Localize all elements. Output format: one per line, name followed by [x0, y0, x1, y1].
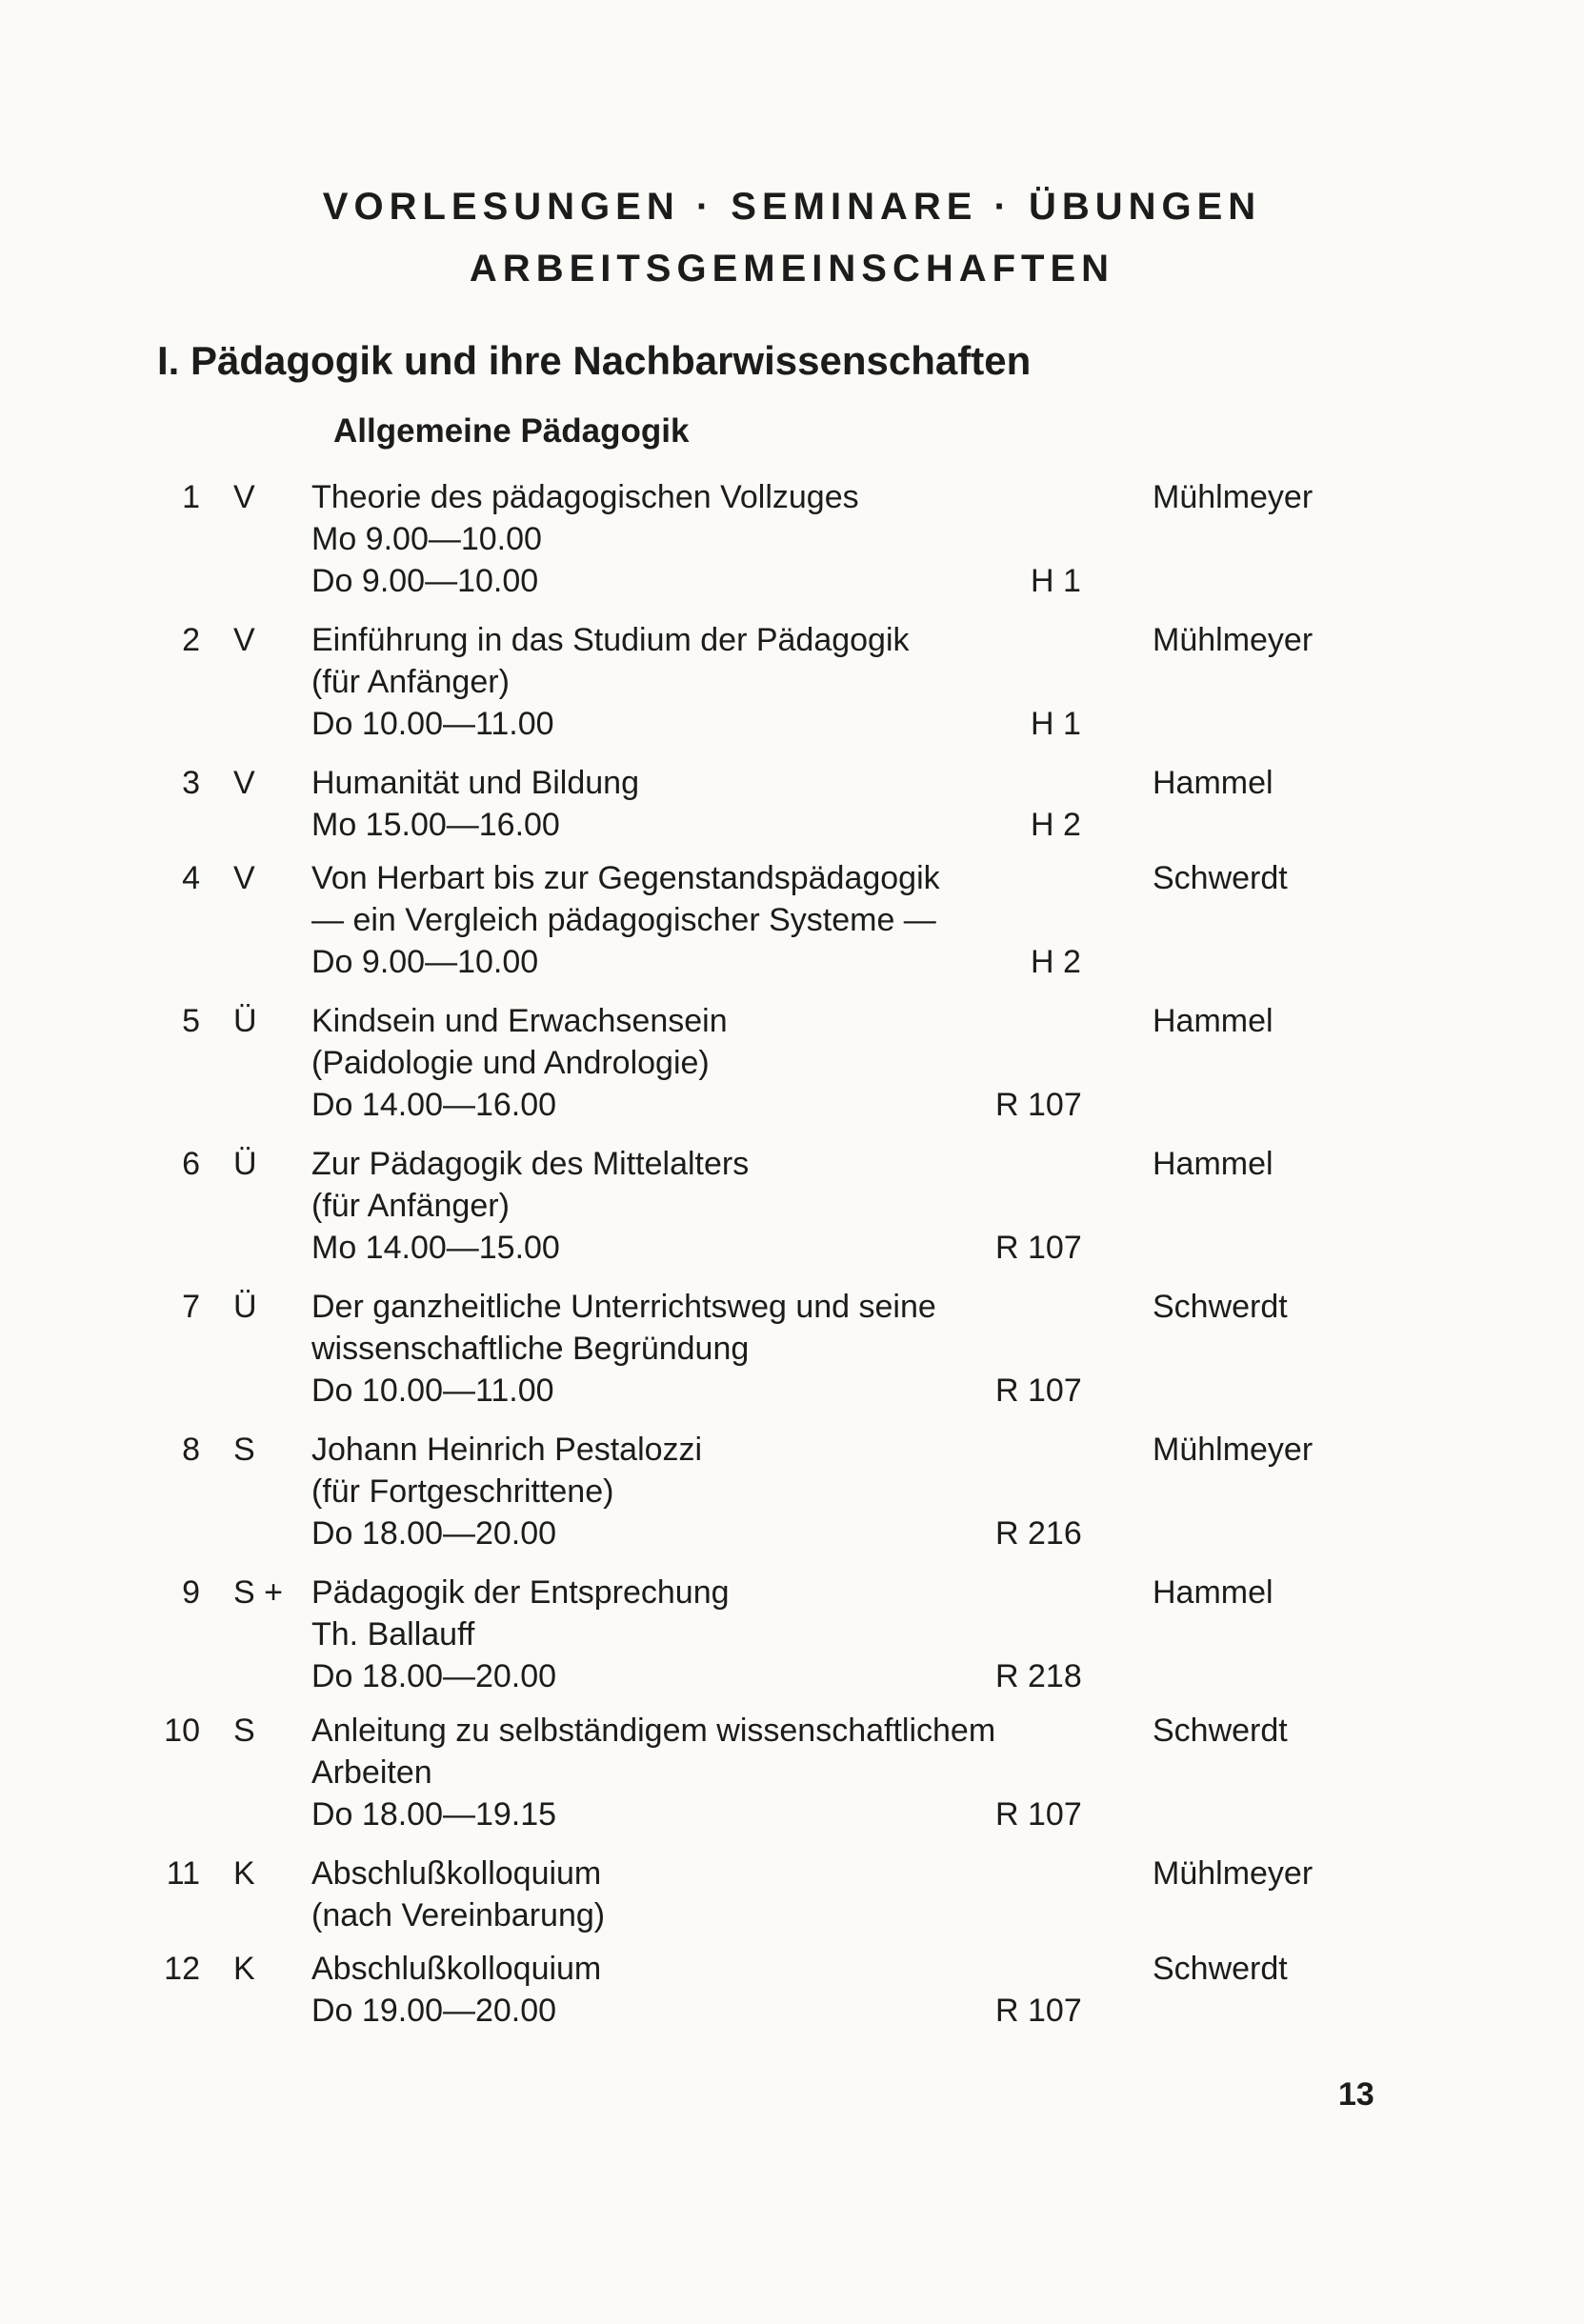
section-title: I. Pädagogik und ihre Nachbarwissenschaften [157, 338, 1032, 383]
course-room: H 2 [1031, 807, 1081, 843]
course-title: Von Herbart bis zur Gegenstandspädagogik [311, 860, 940, 896]
course-detail-line: Arbeiten [311, 1754, 432, 1791]
course-lecturer: Hammel [1153, 765, 1273, 801]
course-title: Anleitung zu selbständigem wissenschaftlichem [311, 1713, 996, 1749]
course-description [311, 1143, 1102, 1269]
course-room: R 216 [995, 1515, 1082, 1552]
course-detail-line: Do 14.00—16.00 [311, 1087, 557, 1123]
course-number: 5 [182, 1003, 200, 1039]
course-detail-line: wissenschaftliche Begründung [311, 1331, 750, 1367]
heading-line-1: VORLESUNGEN · SEMINARE · ÜBUNGEN [322, 186, 1262, 228]
course-detail-line: Do 9.00—10.00 [311, 944, 539, 980]
course-room: H 1 [1031, 706, 1081, 742]
course-number: 9 [182, 1574, 200, 1611]
course-description [311, 619, 1102, 745]
course-type: S [233, 1432, 255, 1468]
course-type: V [233, 622, 255, 658]
course-detail-line: Do 18.00—20.00 [311, 1658, 557, 1694]
course-room: H 1 [1031, 563, 1081, 599]
course-type: V [233, 765, 255, 801]
course-type: K [233, 1855, 255, 1892]
heading-line-2: ARBEITSGEMEINSCHAFTEN [469, 248, 1115, 290]
course-description [311, 1948, 1102, 2032]
course-detail-line: — ein Vergleich pädagogischer Systeme — [311, 902, 936, 938]
course-description [311, 1000, 1102, 1126]
course-detail-line: Do 10.00—11.00 [311, 1372, 554, 1409]
course-type: S + [233, 1574, 283, 1611]
course-room: R 218 [995, 1658, 1082, 1694]
course-description [311, 1710, 1102, 1835]
course-lecturer: Mühlmeyer [1153, 622, 1313, 658]
course-detail-line: (für Anfänger) [311, 664, 510, 700]
course-lecturer: Hammel [1153, 1146, 1273, 1182]
course-lecturer: Mühlmeyer [1153, 1855, 1313, 1892]
course-title: Einführung in das Studium der Pädagogik [311, 622, 910, 658]
course-type: Ü [233, 1146, 257, 1182]
course-lecturer: Schwerdt [1153, 1289, 1288, 1325]
course-lecturer: Schwerdt [1153, 1713, 1288, 1749]
subsection-title: Allgemeine Pädagogik [333, 412, 690, 450]
course-detail-line: Do 10.00—11.00 [311, 706, 554, 742]
course-detail-line: Th. Ballauff [311, 1616, 475, 1653]
course-lecturer: Mühlmeyer [1153, 479, 1313, 515]
course-title: Kindsein und Erwachsensein [311, 1003, 728, 1039]
course-room: R 107 [995, 1796, 1082, 1833]
course-detail-line: Mo 14.00—15.00 [311, 1230, 560, 1266]
course-number: 3 [182, 765, 200, 801]
course-description [311, 857, 1102, 983]
course-lecturer: Hammel [1153, 1574, 1273, 1611]
course-room: H 2 [1031, 944, 1081, 980]
course-detail-line: Do 18.00—20.00 [311, 1515, 557, 1552]
course-type: Ü [233, 1003, 257, 1039]
course-type: Ü [233, 1289, 257, 1325]
course-detail-line: Mo 15.00—16.00 [311, 807, 560, 843]
course-title: Humanität und Bildung [311, 765, 640, 801]
course-description [311, 762, 1102, 846]
course-type: K [233, 1951, 255, 1987]
course-number: 11 [166, 1855, 200, 1892]
course-lecturer: Mühlmeyer [1153, 1432, 1313, 1468]
course-detail-line: (Paidologie und Andrologie) [311, 1045, 710, 1081]
course-title: Der ganzheitliche Unterrichtsweg und seine [311, 1289, 936, 1325]
course-title: Zur Pädagogik des Mittelalters [311, 1146, 750, 1182]
course-description [311, 1286, 1102, 1412]
course-lecturer: Schwerdt [1153, 860, 1288, 896]
course-number: 12 [164, 1951, 200, 1987]
course-title: Pädagogik der Entsprechung [311, 1574, 730, 1611]
course-title: Abschlußkolloquium [311, 1951, 602, 1987]
course-type: S [233, 1713, 255, 1749]
course-number: 4 [182, 860, 200, 896]
course-title: Theorie des pädagogischen Vollzuges [311, 479, 859, 515]
course-detail-line: (für Fortgeschrittene) [311, 1473, 614, 1510]
course-room: R 107 [995, 1087, 1082, 1123]
course-type: V [233, 479, 255, 515]
course-room: R 107 [995, 1993, 1082, 2029]
course-detail-line: Do 18.00—19.15 [311, 1796, 557, 1833]
page-number: 13 [1338, 2076, 1374, 2113]
course-number: 6 [182, 1146, 200, 1182]
course-detail-line: Do 9.00—10.00 [311, 563, 539, 599]
course-room: R 107 [995, 1372, 1082, 1409]
course-number: 2 [182, 622, 200, 658]
course-description [311, 476, 1102, 602]
course-lecturer: Schwerdt [1153, 1951, 1288, 1987]
course-detail-line: (nach Vereinbarung) [311, 1897, 606, 1933]
course-description [311, 1572, 1102, 1697]
course-detail-line: (für Anfänger) [311, 1188, 510, 1224]
course-number: 10 [164, 1713, 200, 1749]
course-number: 8 [182, 1432, 200, 1468]
course-type: V [233, 860, 255, 896]
course-lecturer: Hammel [1153, 1003, 1273, 1039]
course-title: Abschlußkolloquium [311, 1855, 602, 1892]
course-title: Johann Heinrich Pestalozzi [311, 1432, 703, 1468]
course-detail-line: Do 19.00—20.00 [311, 1993, 557, 2029]
course-number: 7 [182, 1289, 200, 1325]
course-description [311, 1853, 1102, 1936]
course-detail-line: Mo 9.00—10.00 [311, 521, 542, 557]
course-room: R 107 [995, 1230, 1082, 1266]
course-description [311, 1429, 1102, 1554]
course-number: 1 [182, 479, 200, 515]
